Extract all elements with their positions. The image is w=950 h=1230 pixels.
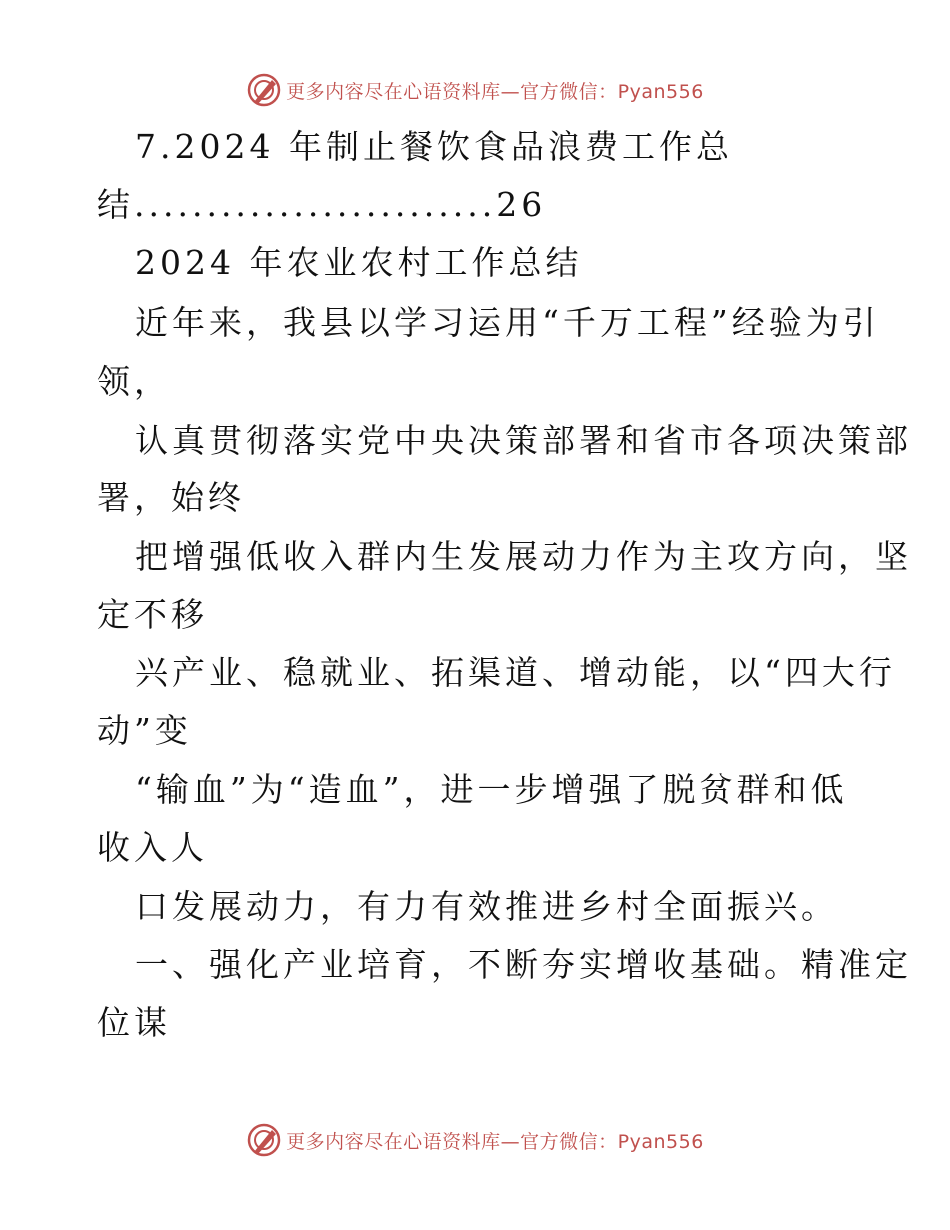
header-banner-text: 更多内容尽在心语资料库—官方微信：Pyan556 (286, 80, 704, 103)
paragraph-line: 近年来，我县以学习运用“千万工程”经验为引 (135, 303, 880, 342)
footer-banner-text: 更多内容尽在心语资料库—官方微信：Pyan556 (286, 1130, 704, 1153)
paragraph-line: 定不移 (97, 595, 208, 634)
toc-entry-line-1: 7.2024 年制止餐饮食品浪费工作总 (135, 127, 733, 166)
paragraph-line: 一、强化产业培育，不断夯实增收基础。精准定 (135, 945, 912, 984)
paragraph-line: “输血”为“造血”，进一步增强了脱贫群和低 (135, 770, 848, 809)
paragraph-line: 动”变 (97, 711, 192, 750)
pen-logo-icon (246, 72, 282, 108)
section-title: 2024 年农业农村工作总结 (135, 243, 583, 282)
paragraph-line: 署，始终 (97, 478, 245, 517)
paragraph-line: 把增强低收入群内生发展动力作为主攻方向，坚 (135, 537, 912, 576)
footer-banner (0, 1120, 950, 1160)
paragraph-line: 领， (97, 362, 171, 401)
paragraph-line: 口发展动力，有力有效推进乡村全面振兴。 (135, 887, 838, 926)
paragraph-line: 兴产业、稳就业、拓渠道、增动能，以“四大行 (135, 653, 896, 692)
paragraph-line: 位谋 (97, 1003, 171, 1042)
pen-logo-icon (246, 1122, 282, 1158)
toc-entry-line-2: 结.........................26 (97, 185, 547, 224)
paragraph-line: 认真贯彻落实党中央决策部署和省市各项决策部 (135, 421, 912, 460)
header-banner (0, 70, 950, 110)
paragraph-line: 收入人 (97, 828, 208, 867)
